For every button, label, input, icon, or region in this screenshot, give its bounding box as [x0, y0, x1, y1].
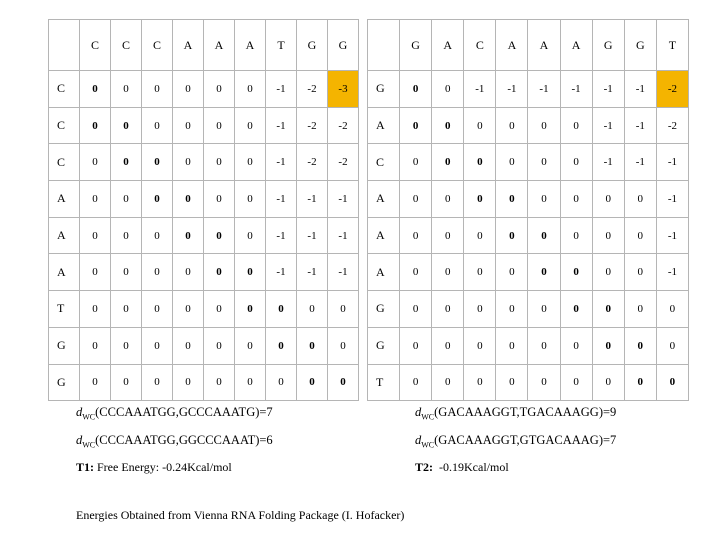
matrix-cell: 0 [297, 291, 328, 328]
matrix-cell: 0 [266, 327, 297, 364]
matrix-cell: 0 [328, 327, 359, 364]
matrix-cell: 0 [111, 327, 142, 364]
matrix-cell: -2 [297, 71, 328, 108]
table-row [368, 291, 689, 328]
header-row [368, 20, 689, 71]
matrix-cell: 0 [235, 327, 266, 364]
matrix-cell: -1 [328, 254, 359, 291]
row-header: C [49, 144, 80, 181]
matrix-cell: 0 [560, 291, 592, 328]
alignment-table-2 [367, 19, 689, 401]
matrix-cell: 0 [173, 181, 204, 218]
alignment-table-1 [48, 19, 359, 401]
row-header: A [368, 181, 400, 218]
matrix-cell: 0 [80, 217, 111, 254]
matrix-cell: 0 [464, 291, 496, 328]
matrix-cell: 0 [204, 217, 235, 254]
table-row [368, 144, 689, 181]
matrix-cell: 0 [624, 364, 656, 401]
matrix-cell: -1 [592, 107, 624, 144]
column-header: C [464, 20, 496, 71]
row-header: C [49, 107, 80, 144]
matrix-cell: 0 [464, 181, 496, 218]
matrix-cell: -2 [328, 107, 359, 144]
corner-cell [49, 20, 80, 71]
matrix-cell: 0 [204, 327, 235, 364]
matrix-cell: 0 [142, 217, 173, 254]
matrix-cell: 0 [173, 217, 204, 254]
matrix-cell: -1 [266, 144, 297, 181]
equation-4: $d_{WC}(GACAAAGGT,GTGACAAAG)=7$ [415, 433, 617, 450]
equation-3: $d_{WC}(GACAAAGGT,TGACAAAGG)=9$ [415, 405, 617, 422]
matrix-cell: 0 [560, 327, 592, 364]
matrix-cell: -1 [592, 144, 624, 181]
matrix-cell: 0 [464, 144, 496, 181]
row-header: T [49, 291, 80, 328]
column-header: C [142, 20, 173, 71]
footnote: Energies Obtained from Vienna RNA Folding Package (I. Hofacker) [76, 508, 405, 522]
matrix-cell: 0 [432, 364, 464, 401]
matrix-cell: 0 [592, 364, 624, 401]
matrix-cell: 0 [432, 254, 464, 291]
matrix-cell: 0 [432, 291, 464, 328]
matrix-cell: 0 [204, 144, 235, 181]
matrix-cell: 0 [400, 107, 432, 144]
matrix-cell: 0 [496, 327, 528, 364]
column-header: A [496, 20, 528, 71]
highlighted-cell: -2 [656, 71, 688, 108]
column-header: A [204, 20, 235, 71]
matrix-cell: -1 [656, 181, 688, 218]
corner-cell [368, 20, 400, 71]
matrix-cell: 0 [111, 217, 142, 254]
matrix-cell: 0 [656, 291, 688, 328]
table-row [49, 181, 359, 218]
row-header: C [368, 144, 400, 181]
matrix-cell: 0 [173, 254, 204, 291]
matrix-cell: 0 [624, 327, 656, 364]
column-header: T [266, 20, 297, 71]
row-header: T [368, 364, 400, 401]
matrix-cell: 0 [528, 291, 560, 328]
matrix-cell: 0 [624, 291, 656, 328]
matrix-cell: 0 [142, 71, 173, 108]
matrix-cell: 0 [528, 254, 560, 291]
matrix-cell: 0 [328, 364, 359, 401]
equation-1: $d_{WC}(CCCAAATGG,GCCCAAATG)=7$ [76, 405, 273, 422]
matrix-cell: 0 [235, 217, 266, 254]
matrix-cell: 0 [496, 107, 528, 144]
matrix-cell: 0 [400, 364, 432, 401]
result-t1: T1: Free Energy: -0.24Kcal/mol [76, 460, 232, 474]
header-row [49, 20, 359, 71]
matrix-cell: 0 [80, 144, 111, 181]
matrix-cell: 0 [80, 181, 111, 218]
table-row [368, 327, 689, 364]
row-header: A [368, 107, 400, 144]
matrix-cell: -2 [328, 144, 359, 181]
matrix-cell: 0 [528, 144, 560, 181]
matrix-cell: -1 [266, 71, 297, 108]
row-header: A [49, 181, 80, 218]
highlighted-cell: -3 [328, 71, 359, 108]
matrix-cell: 0 [80, 254, 111, 291]
row-header: A [368, 254, 400, 291]
result-t2: T2: -0.19Kcal/mol [415, 460, 509, 474]
matrix-cell: 0 [432, 71, 464, 108]
matrix-cell: 0 [624, 254, 656, 291]
column-header: A [173, 20, 204, 71]
matrix-cell: -1 [624, 71, 656, 108]
matrix-cell: 0 [560, 364, 592, 401]
matrix-cell: 0 [235, 181, 266, 218]
matrix-cell: 0 [80, 291, 111, 328]
matrix-cell: 0 [432, 144, 464, 181]
matrix-cell: -1 [297, 181, 328, 218]
matrix-cell: 0 [111, 71, 142, 108]
row-header: G [49, 327, 80, 364]
matrix-cell: -1 [297, 217, 328, 254]
table-row [368, 217, 689, 254]
matrix-cell: -1 [592, 71, 624, 108]
matrix-cell: 0 [142, 144, 173, 181]
matrix-cell: 0 [400, 254, 432, 291]
matrix-cell: 0 [560, 144, 592, 181]
matrix-cell: 0 [528, 217, 560, 254]
row-header: C [49, 71, 80, 108]
table-row [49, 107, 359, 144]
matrix-cell: -1 [464, 71, 496, 108]
matrix-cell: 0 [328, 291, 359, 328]
matrix-cell: 0 [235, 254, 266, 291]
table-row [49, 217, 359, 254]
matrix-cell: 0 [400, 71, 432, 108]
matrix-cell: 0 [400, 217, 432, 254]
table-row [49, 254, 359, 291]
row-header: A [49, 254, 80, 291]
matrix-cell: -1 [656, 217, 688, 254]
matrix-cell: 0 [656, 364, 688, 401]
matrix-cell: 0 [142, 291, 173, 328]
matrix-cell: 0 [204, 71, 235, 108]
matrix-cell: 0 [204, 291, 235, 328]
column-header: A [528, 20, 560, 71]
row-header: A [49, 217, 80, 254]
matrix-cell: 0 [400, 327, 432, 364]
column-header: G [328, 20, 359, 71]
matrix-cell: 0 [235, 364, 266, 401]
matrix-cell: 0 [204, 364, 235, 401]
table-row [49, 327, 359, 364]
column-header: T [656, 20, 688, 71]
table-row [368, 107, 689, 144]
matrix-cell: 0 [464, 327, 496, 364]
matrix-cell: 0 [173, 71, 204, 108]
matrix-cell: 0 [496, 144, 528, 181]
matrix-cell: -1 [656, 144, 688, 181]
matrix-cell: 0 [400, 181, 432, 218]
matrix-cell: 0 [173, 107, 204, 144]
matrix-cell: 0 [235, 107, 266, 144]
matrix-cell: 0 [142, 181, 173, 218]
matrix-cell: -1 [328, 181, 359, 218]
matrix-cell: 0 [560, 181, 592, 218]
row-header: G [368, 291, 400, 328]
matrix-cell: -1 [266, 181, 297, 218]
matrix-cell: 0 [266, 364, 297, 401]
table-row [368, 254, 689, 291]
matrix-cell: -1 [624, 107, 656, 144]
matrix-cell: 0 [432, 181, 464, 218]
matrix-cell: -1 [297, 254, 328, 291]
table-row [368, 71, 689, 108]
matrix-cell: 0 [624, 181, 656, 218]
matrix-cell: 0 [432, 107, 464, 144]
matrix-cell: 0 [432, 327, 464, 364]
matrix-cell: 0 [464, 254, 496, 291]
matrix-cell: 0 [235, 291, 266, 328]
matrix-cell: -1 [328, 217, 359, 254]
equation-2: $d_{WC}(CCCAAATGG,GGCCCAAAT)=6$ [76, 433, 273, 450]
matrix-cell: 0 [80, 364, 111, 401]
matrix-cell: 0 [111, 364, 142, 401]
matrix-cell: 0 [528, 107, 560, 144]
matrix-cell: 0 [496, 364, 528, 401]
column-header: C [80, 20, 111, 71]
matrix-cell: 0 [142, 327, 173, 364]
column-header: G [592, 20, 624, 71]
matrix-cell: 0 [592, 254, 624, 291]
matrix-cell: -1 [624, 144, 656, 181]
column-header: A [235, 20, 266, 71]
matrix-cell: -1 [656, 254, 688, 291]
matrix-cell: 0 [142, 107, 173, 144]
table-row [368, 364, 689, 401]
matrix-cell: 0 [80, 71, 111, 108]
column-header: C [111, 20, 142, 71]
matrix-cell: -1 [560, 71, 592, 108]
matrix-cell: 0 [111, 144, 142, 181]
matrix-cell: 0 [560, 254, 592, 291]
matrix-cell: 0 [204, 107, 235, 144]
matrix-cell: 0 [142, 364, 173, 401]
row-header: G [49, 364, 80, 401]
matrix-cell: 0 [266, 291, 297, 328]
row-header: G [368, 327, 400, 364]
matrix-cell: 0 [297, 327, 328, 364]
matrix-cell: -2 [297, 144, 328, 181]
column-header: A [560, 20, 592, 71]
row-header: G [368, 71, 400, 108]
matrix-cell: 0 [432, 217, 464, 254]
matrix-cell: 0 [528, 364, 560, 401]
column-header: G [624, 20, 656, 71]
matrix-cell: 0 [235, 144, 266, 181]
table-row [49, 364, 359, 401]
matrix-cell: 0 [656, 327, 688, 364]
matrix-cell: 0 [496, 254, 528, 291]
matrix-cell: 0 [400, 144, 432, 181]
matrix-cell: 0 [400, 291, 432, 328]
matrix-cell: -1 [266, 217, 297, 254]
table-row [368, 181, 689, 218]
column-header: A [432, 20, 464, 71]
matrix-cell: 0 [173, 327, 204, 364]
matrix-cell: 0 [111, 254, 142, 291]
matrix-cell: 0 [592, 181, 624, 218]
matrix-cell: 0 [111, 291, 142, 328]
table-row [49, 291, 359, 328]
column-header: G [297, 20, 328, 71]
matrix-cell: 0 [560, 107, 592, 144]
matrix-cell: 0 [464, 217, 496, 254]
matrix-cell: 0 [111, 181, 142, 218]
matrix-cell: 0 [592, 327, 624, 364]
matrix-cell: 0 [204, 254, 235, 291]
matrix-cell: 0 [173, 364, 204, 401]
row-header: A [368, 217, 400, 254]
matrix-cell: 0 [496, 217, 528, 254]
matrix-cell: -2 [297, 107, 328, 144]
matrix-cell: 0 [173, 291, 204, 328]
matrix-cell: 0 [464, 107, 496, 144]
matrix-cell: 0 [297, 364, 328, 401]
matrix-cell: 0 [528, 327, 560, 364]
matrix-cell: -1 [528, 71, 560, 108]
matrix-cell: -1 [266, 107, 297, 144]
matrix-cell: 0 [111, 107, 142, 144]
matrix-cell: -1 [496, 71, 528, 108]
table-row [49, 71, 359, 108]
column-header: G [400, 20, 432, 71]
matrix-cell: 0 [496, 291, 528, 328]
matrix-cell: 0 [464, 364, 496, 401]
matrix-cell: 0 [173, 144, 204, 181]
matrix-cell: 0 [592, 291, 624, 328]
matrix-cell: 0 [80, 327, 111, 364]
matrix-cell: 0 [560, 217, 592, 254]
matrix-cell: -2 [656, 107, 688, 144]
matrix-cell: 0 [204, 181, 235, 218]
matrix-cell: 0 [142, 254, 173, 291]
matrix-cell: 0 [624, 217, 656, 254]
matrix-cell: 0 [235, 71, 266, 108]
matrix-cell: -1 [266, 254, 297, 291]
matrix-cell: 0 [496, 181, 528, 218]
matrix-cell: 0 [528, 181, 560, 218]
table-row [49, 144, 359, 181]
matrix-cell: 0 [592, 217, 624, 254]
matrix-cell: 0 [80, 107, 111, 144]
